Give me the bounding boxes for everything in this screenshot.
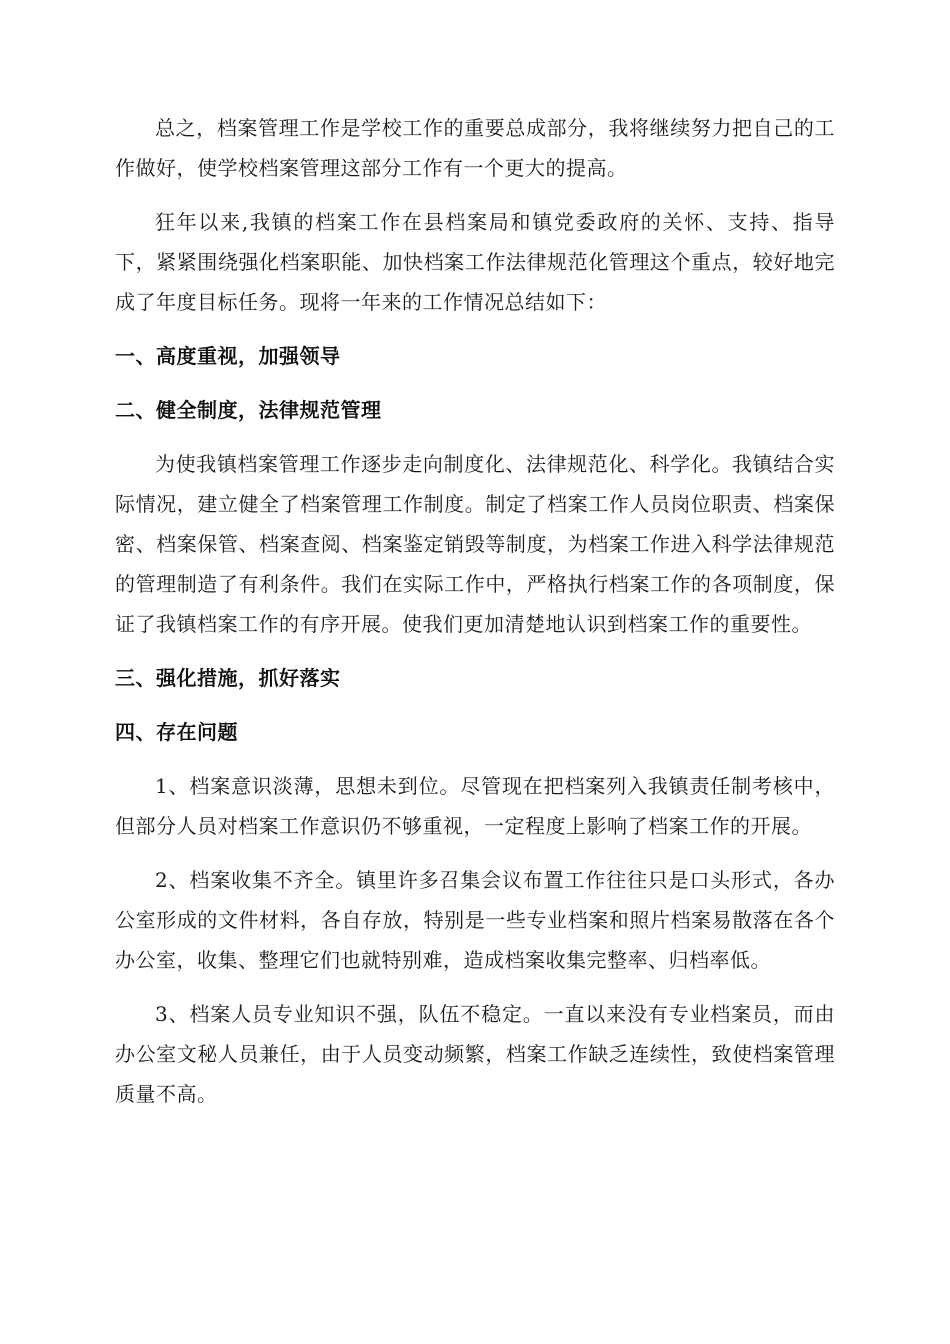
paragraph-problem-2: 2、档案收集不齐全。镇里许多召集会议布置工作往往只是口头形式，各办公室形成的文件材料，各自存放，特别是一些专业档案和照片档案易散落在各个办公室，收集、整理它们也就特别难，造成档案收集完整率、归档率低。 xyxy=(115,868,835,972)
paragraph-problem-1: 1、档案意识淡薄，思想未到位。尽管现在把档案列入我镇责任制考核中，但部分人员对档案工作意识仍不够重视，一定程度上影响了档案工作的开展。 xyxy=(115,774,835,838)
document-body xyxy=(115,108,835,1128)
paragraph-system: 为使我镇档案管理工作逐步走向制度化、法律规范化、科学化。我镇结合实际情况，建立健全了档案管理工作制度。制定了档案工作人员岗位职责、档案保密、档案保管、档案查阅、档案鉴定销毁等制度，为档案工作进入科学法律规范的管理制造了有利条件。我们在实际工作中，严格执行档案工作的各项制度，保证了我镇档案工作的有序开展。使我们更加清楚地认识到档案工作的重要性。 xyxy=(115,452,835,636)
paragraph-problem-3: 3、档案人员专业知识不强，队伍不稳定。一直以来没有专业档案员，而由办公室文秘人员兼任，由于人员变动频繁，档案工作缺乏连续性，致使档案管理质量不高。 xyxy=(115,1002,835,1106)
heading-section-2: 二、健全制度，法律规范管理 xyxy=(115,398,382,422)
heading-section-1: 一、高度重视，加强领导 xyxy=(115,344,341,368)
heading-section-4: 四、存在问题 xyxy=(115,720,238,744)
paragraph-summary: 总之，档案管理工作是学校工作的重要总成部分，我将继续努力把自己的工作做好，使学校档案管理这部分工作有一个更大的提高。 xyxy=(115,116,835,180)
paragraph-intro: 狂年以来,我镇的档案工作在县档案局和镇党委政府的关怀、支持、指导下，紧紧围绕强化档案职能、加快档案工作法律规范化管理这个重点，较好地完成了年度目标任务。现将一年来的工作情况总结如下： xyxy=(115,210,835,314)
heading-section-3: 三、强化措施，抓好落实 xyxy=(115,666,341,690)
